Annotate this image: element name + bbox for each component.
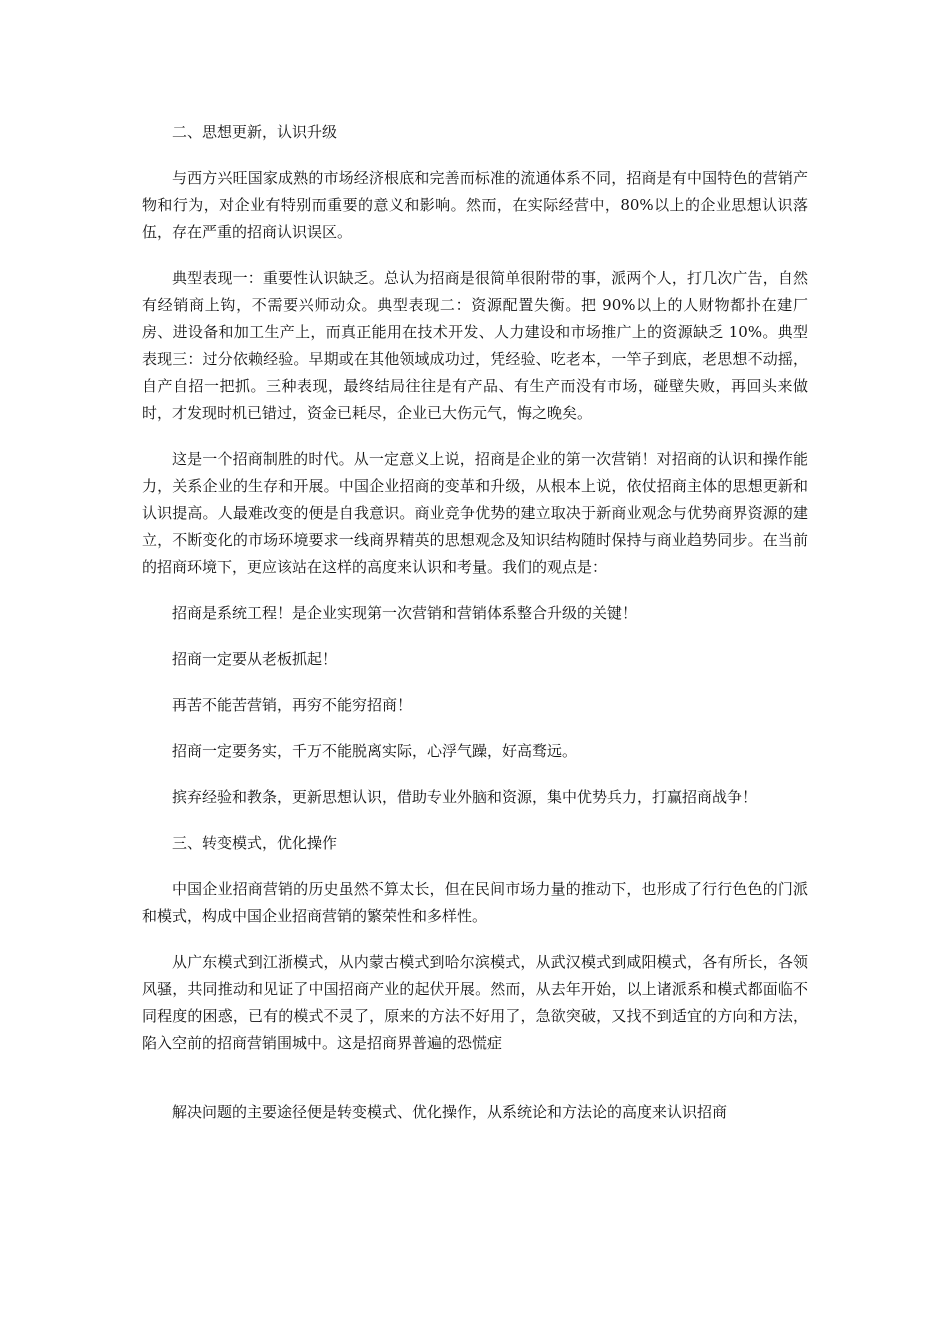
paragraph: 中国企业招商营销的历史虽然不算太长，但在民间市场力量的推动下，也形成了行行色色的门派和模式，构成中国企业招商营销的繁荣性和多样性。	[142, 880, 808, 925]
document-page	[142, 119, 808, 1145]
paragraph: 摈弃经验和教条，更新思想认识，借助专业外脑和资源，集中优势兵力，打赢招商战争！	[172, 788, 758, 806]
paragraph: 招商一定要从老板抓起！	[172, 650, 338, 668]
paragraph: 与西方兴旺国家成熟的市场经济根底和完善而标准的流通体系不同，招商是有中国特色的营销产物和行为，对企业有特别而重要的意义和影响。然而，在实际经营中，80%以上的企业思想认识落伍，存在严重的招商认识误区。	[142, 169, 808, 241]
paragraph: 解决问题的主要途径便是转变模式、优化操作，从系统论和方法论的高度来认识招商	[172, 1103, 728, 1121]
paragraph: 这是一个招商制胜的时代。从一定意义上说，招商是企业的第一次营销！对招商的认识和操作能力，关系企业的生存和开展。中国企业招商的变革和升级，从根本上说，依仗招商主体的思想更新和认识提高。人最难改变的便是自我意识。商业竞争优势的建立取决于新商业观念与优势商界资源的建立，不断变化的市场环境要求一线商界精英的思想观念及知识结构随时保持与商业趋势同步。在当前的招商环境下，更应该站在这样的高度来认识和考量。我们的观点是：	[142, 450, 808, 576]
section-heading: 三、转变模式，优化操作	[172, 834, 338, 852]
section-heading: 二、思想更新，认识升级	[172, 123, 338, 141]
paragraph: 从广东模式到江浙模式，从内蒙古模式到哈尔滨模式，从武汉模式到咸阳模式，各有所长，各领风骚，共同推动和见证了中国招商产业的起伏开展。然而，从去年开始，以上诸派系和模式都面临不同程度的困惑，已有的模式不灵了，原来的方法不好用了，急欲突破，又找不到适宜的方向和方法，陷入空前的招商营销围城中。这是招商界普遍的恐慌症	[142, 953, 808, 1052]
paragraph: 典型表现一：重要性认识缺乏。总认为招商是很简单很附带的事，派两个人，打几次广告，自然有经销商上钩，不需要兴师动众。典型表现二：资源配置失衡。把 90%以上的人财物都扑在建厂房、进设备和加工生产上，而真正能用在技术开发、人力建设和市场推广上的资源缺乏 10%。典型表现三：过分依赖经验。早期或在其他领域成功过，凭经验、吃老本，一竿子到底，老思想不动摇，自产自招一把抓。三种表现，最终结局往往是有产品、有生产而没有市场，碰壁失败，再回头来做时，才发现时机已错过，资金已耗尽，企业已大伤元气，悔之晚矣。	[142, 269, 808, 422]
paragraph: 招商是系统工程！是企业实现第一次营销和营销体系整合升级的关键！	[172, 604, 638, 622]
paragraph: 再苦不能苦营销，再穷不能穷招商！	[172, 696, 413, 714]
paragraph: 招商一定要务实，千万不能脱离实际，心浮气躁，好高骛远。	[172, 742, 578, 760]
